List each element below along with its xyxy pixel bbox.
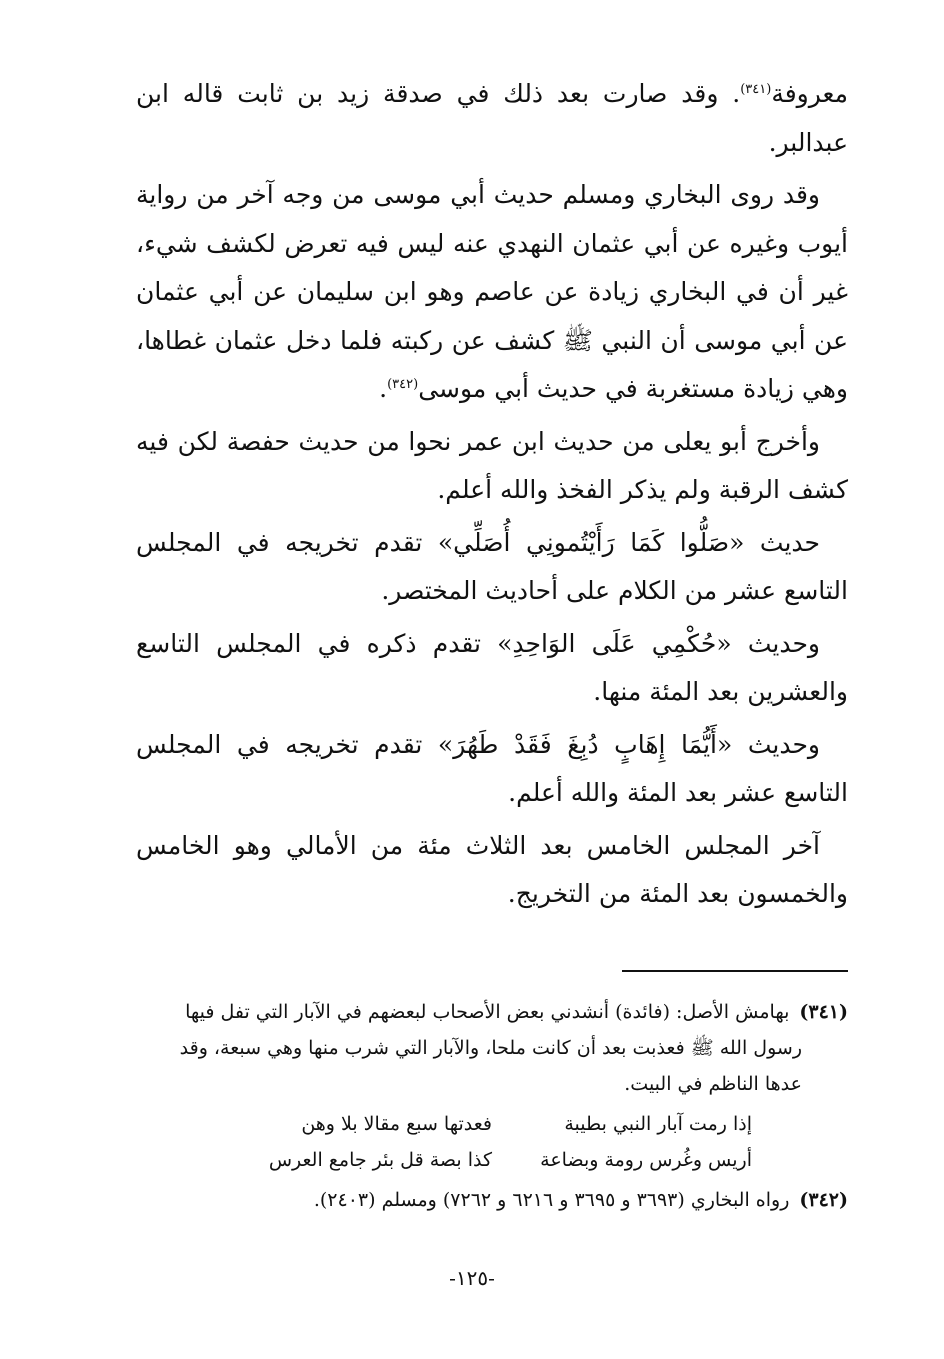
footnote-divider bbox=[622, 970, 848, 972]
poem-hemistich: إذا رمت آبار النبي بطيبة bbox=[564, 1113, 752, 1135]
poem-hemistich: كذا بصة قل بئر جامع العرس bbox=[268, 1149, 492, 1171]
poem-line bbox=[136, 1142, 752, 1178]
footnote-text: رسول الله ﷺ فعذبت بعد أن كانت ملحا، والآبار التي شرب منها وهي سبعة، وقد bbox=[179, 1037, 802, 1059]
paragraph bbox=[136, 171, 848, 414]
footnotes bbox=[136, 994, 848, 1218]
main-text bbox=[136, 70, 848, 923]
page-number: -١٢٥- bbox=[449, 1266, 495, 1290]
paragraph: وحديث «حُكْمِي عَلَى الوَاحِدِ» تقدم ذكره في المجلس التاسع والعشرين بعد المئة منها. bbox=[136, 628, 848, 706]
paragraph: وأخرج أبو يعلى من حديث ابن عمر نحوا من حديث حفصة لكن فيه كشف الرقبة ولم يذكر الفخذ والله أعلم. bbox=[136, 426, 848, 504]
paragraph: آخر المجلس الخامس بعد الثلاث مئة من الأمالي وهو الخامس والخمسون بعد المئة من التخريج. bbox=[136, 830, 848, 908]
footnote-text: رواه البخاري (٣٦٩٣ و ٣٦٩٥ و ٦٢١٦ و ٧٢٦٢) ومسلم (٢٤٠٣). bbox=[313, 1189, 790, 1211]
poem-hemistich: أريس وغُرس رومة وبضاعة bbox=[540, 1149, 752, 1171]
footnote-text: بهامش الأصل: (فائدة) أنشدني بعض الأصحاب لبعضهم في الآبار التي تفل فيها bbox=[185, 1001, 790, 1023]
footnote-ref[interactable]: (٣٤١) bbox=[740, 82, 772, 97]
paragraph-text: وقد روى البخاري ومسلم حديث أبي موسى من وجه آخر من رواية أيوب وغيره عن أبي عثمان النهدي عنه ليس فيه تعرض لكشف شيء، غير أن في البخاري زيادة عن عاصم وهو ابن سليمان عن أبي عثمان عن أبي موسى أن النبي ﷺ كشف عن ركبته فلما دخل عثمان غطاها، وهي زيادة مستغربة في حديث أبي موسى bbox=[136, 180, 848, 403]
footnote-342 bbox=[136, 1182, 848, 1218]
paragraph: حديث «صَلُّوا كَمَا رَأَيْتُمونِي أُصَلِّي» تقدم تخريجه في المجلس التاسع عشر من الكلام على أحاديث المختصر. bbox=[136, 527, 848, 605]
poem-line bbox=[136, 1106, 752, 1142]
poem bbox=[136, 1106, 848, 1178]
paragraph-text: معروفة bbox=[771, 79, 848, 108]
footnote-text: عدها الناظم في البيت. bbox=[624, 1073, 802, 1095]
paragraph bbox=[136, 70, 848, 167]
footnote-ref[interactable]: (٣٤٢) bbox=[387, 377, 419, 392]
paragraph: وحديث «أَيُّمَا إِهَابٍ دُبِغَ فَقَدْ طَهُرَ» تقدم تخريجه في المجلس التاسع عشر بعد المئة والله أعلم. bbox=[136, 729, 848, 807]
paragraph-text: . bbox=[379, 374, 388, 403]
footnote-341 bbox=[136, 994, 848, 1030]
footnote-number: (٣٤١) bbox=[799, 1001, 848, 1023]
paragraph-text: . وقد صارت بعد ذلك في صدقة زيد بن ثابت قاله ابن عبدالبر. bbox=[136, 79, 848, 157]
poem-hemistich: فعدتها سبع مقالا بلا وهن bbox=[301, 1113, 492, 1135]
footnote-number: (٣٤٢) bbox=[799, 1189, 848, 1211]
